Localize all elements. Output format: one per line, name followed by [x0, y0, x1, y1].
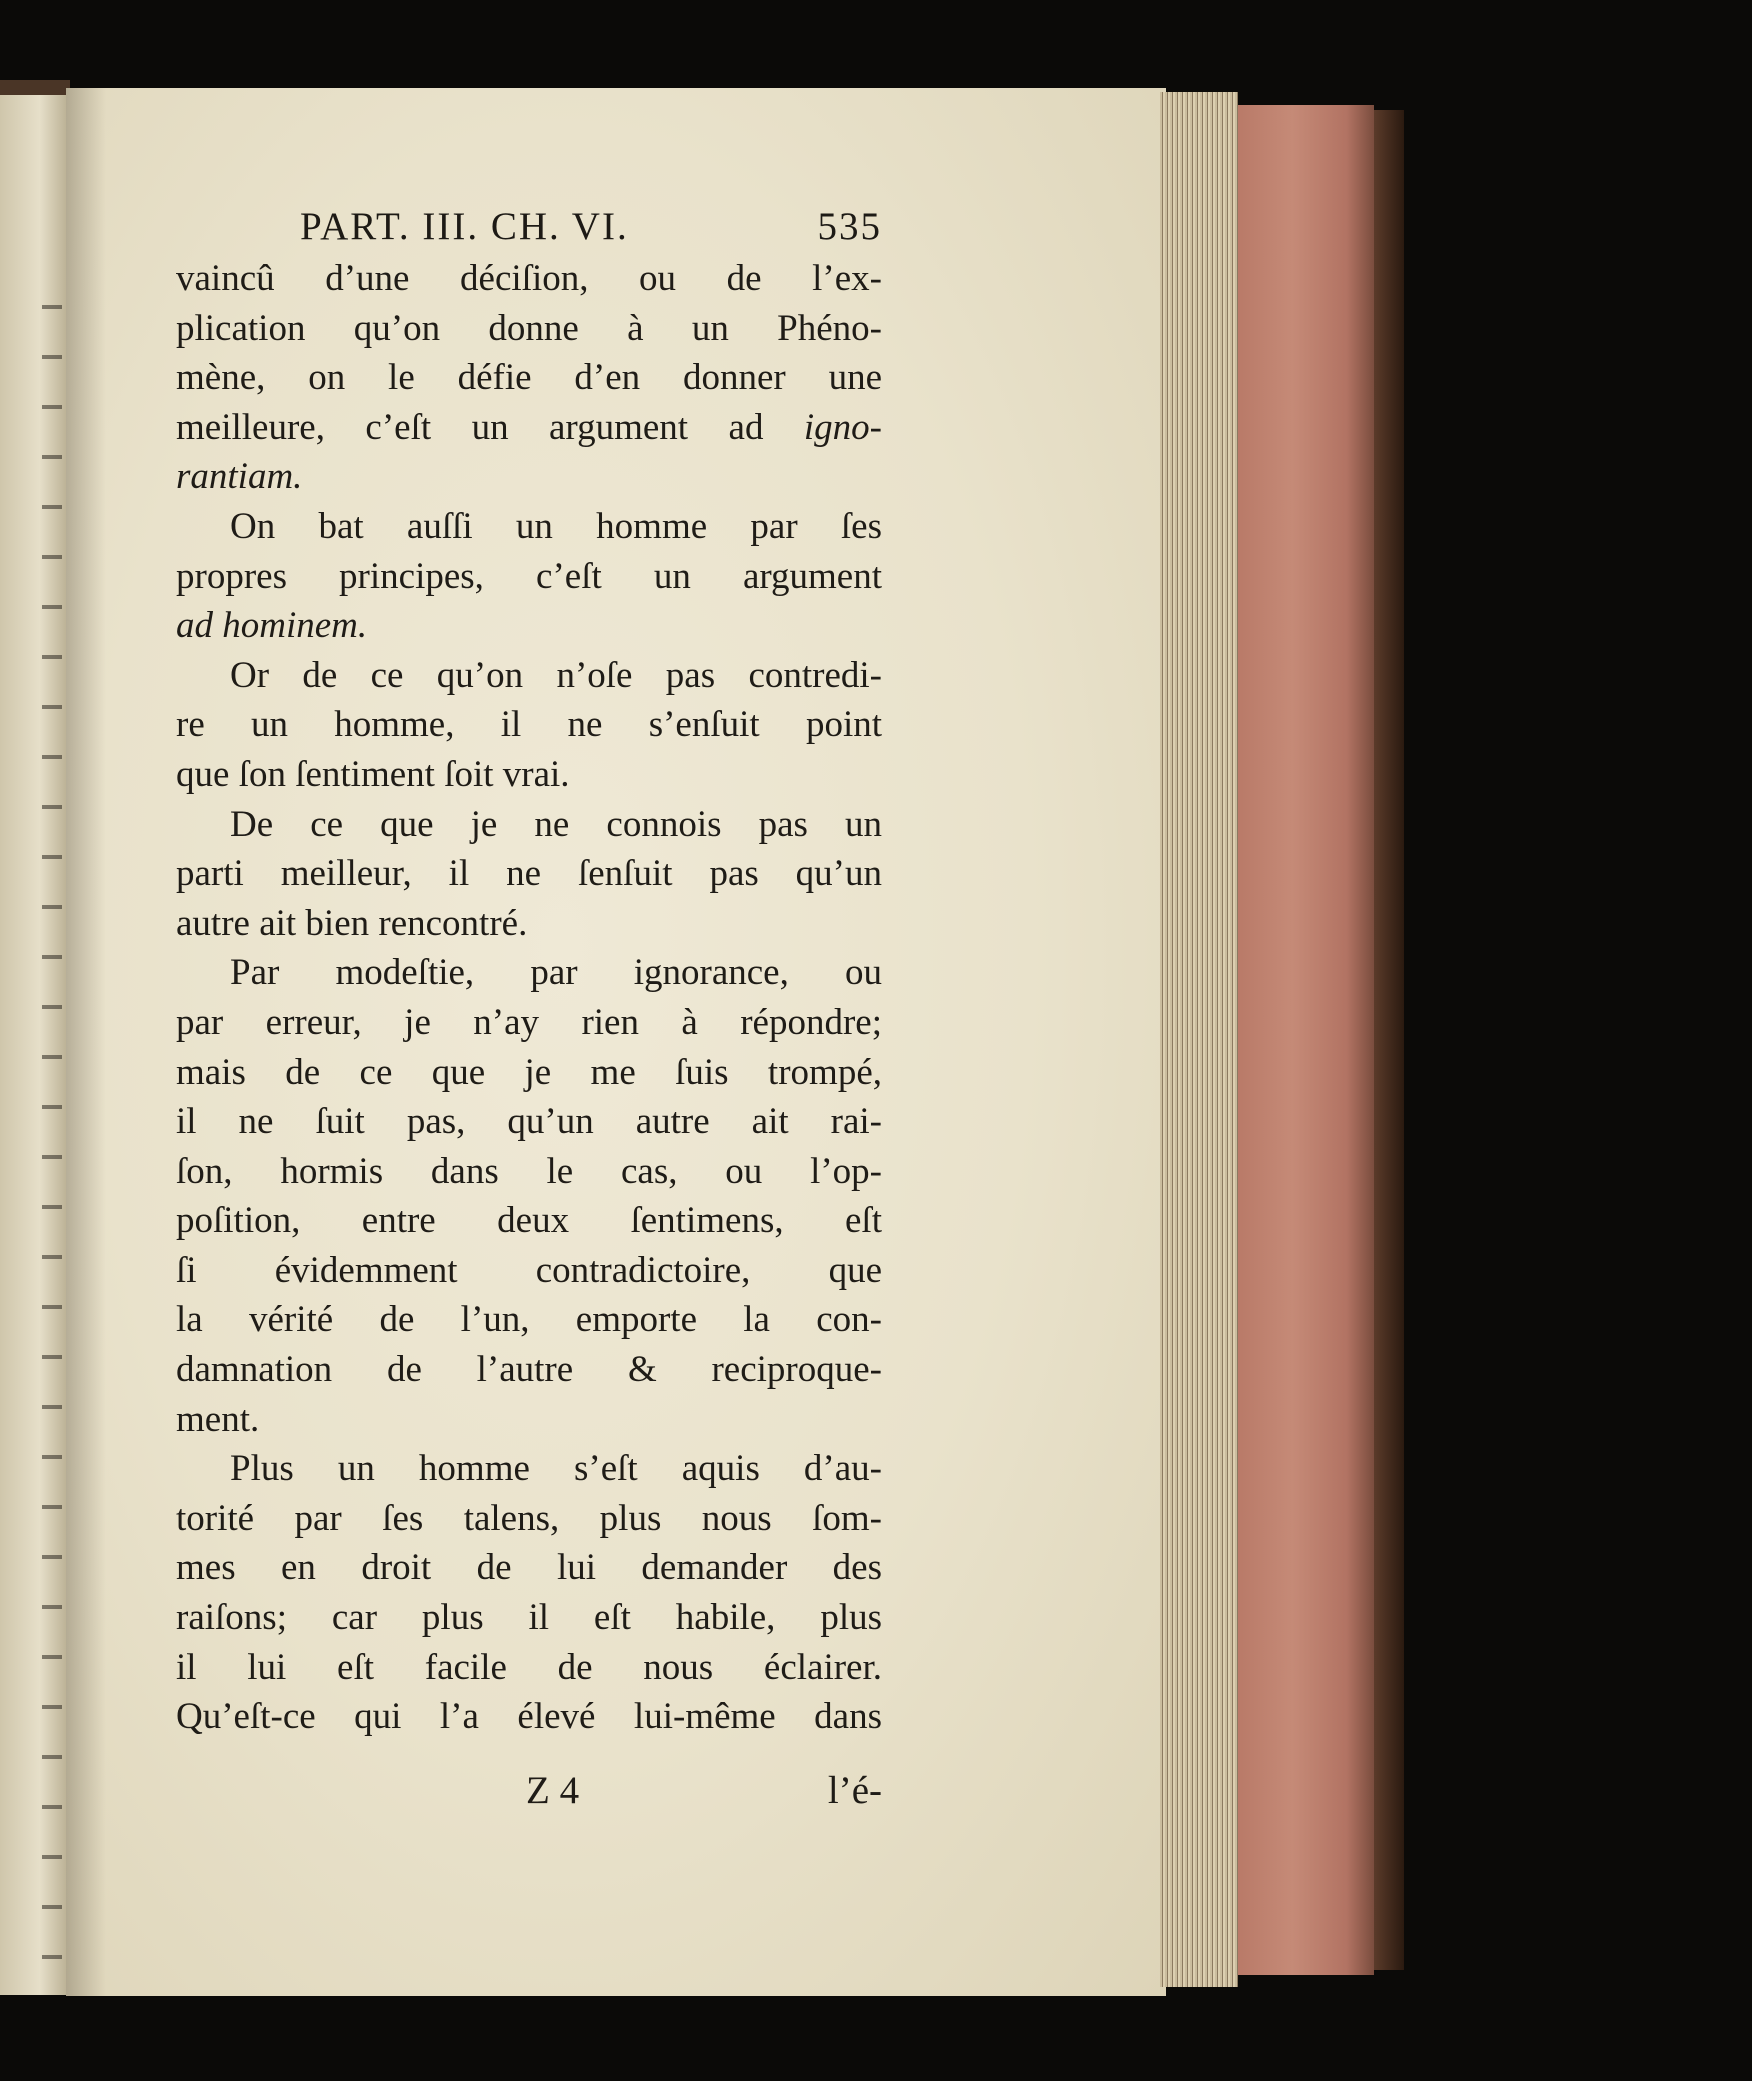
- facing-page-text-fragments: [42, 265, 62, 1965]
- facing-page-edge: [0, 95, 66, 1995]
- text-line: [176, 1692, 882, 1742]
- text-line-content: Plus un homme s’eſt aquis d’au-: [230, 1448, 882, 1490]
- text-line-content: mais de ce que je me ſuis trompé,: [176, 1051, 882, 1093]
- text-line: [176, 1543, 882, 1593]
- text-line-content: De ce que je ne connois pas un: [230, 803, 882, 845]
- text-line-content: propres principes, c’eſt un argument: [176, 555, 882, 597]
- text-line: [176, 502, 882, 552]
- text-line: [176, 601, 882, 651]
- text-line-content: par erreur, je n’ay rien à répondre;: [176, 1001, 882, 1043]
- text-line-content: Par modeſtie, par ignorance, ou: [230, 952, 882, 994]
- text-line-content: poſition, entre deux ſentimens, eſt: [176, 1200, 882, 1242]
- text-line: [176, 304, 882, 354]
- signature-mark: Z 4: [526, 1769, 580, 1812]
- text-line-content: Qu’eſt-ce qui l’a élevé lui-même dans: [176, 1696, 882, 1738]
- text-line: [176, 899, 882, 949]
- text-line: [176, 651, 882, 701]
- text-line: [176, 1643, 882, 1693]
- text-line: [176, 1494, 882, 1544]
- running-header: [300, 204, 882, 249]
- text-line-content: raiſons; car plus il eſt habile, plus: [176, 1597, 882, 1639]
- page-block-edges: [1160, 92, 1238, 1987]
- text-line-content: mène, on le défie d’en donner une: [176, 357, 882, 399]
- text-line-content: ment.: [176, 1398, 260, 1440]
- catchword: l’é-: [827, 1769, 882, 1812]
- text-line-content: vaincû d’une déciſion, ou de l’ex-: [176, 258, 882, 299]
- text-line-content: rantiam.: [176, 456, 303, 498]
- text-line: [176, 750, 882, 800]
- text-line-content: re un homme, il ne s’enſuit point: [176, 704, 882, 746]
- text-line: [176, 254, 882, 304]
- text-line: [176, 1097, 882, 1147]
- running-title: PART. III. CH. VI.: [300, 205, 629, 248]
- text-line-content: torité par ſes talens, plus nous ſom-: [176, 1497, 882, 1539]
- text-line-content: mes en droit de lui demander des: [176, 1547, 882, 1589]
- text-line-content: Or de ce qu’on n’oſe pas contredi-: [230, 654, 882, 696]
- text-line: [176, 948, 882, 998]
- text-line: [176, 1295, 882, 1345]
- text-line-content: On bat auſſi un homme par ſes: [230, 505, 882, 547]
- text-line-content: meilleure, c’eſt un argument ad igno-: [176, 406, 882, 448]
- text-line-content: il ne ſuit pas, qu’un autre ait rai-: [176, 1101, 882, 1143]
- text-line: [176, 1048, 882, 1098]
- text-line: [176, 403, 882, 453]
- page-gutter-shadow: [66, 88, 106, 1996]
- page-footer: [176, 1768, 882, 1818]
- text-line: [176, 1593, 882, 1643]
- text-line-content: la vérité de l’un, emporte la con-: [176, 1299, 882, 1341]
- body-text: [176, 254, 882, 1742]
- text-line: [176, 1395, 882, 1445]
- text-line-content: autre ait bien rencontré.: [176, 902, 528, 944]
- page-number: 535: [817, 205, 882, 248]
- text-line: [176, 1147, 882, 1197]
- text-line: [176, 849, 882, 899]
- text-line: [176, 1246, 882, 1296]
- text-line: [176, 800, 882, 850]
- text-line-content: parti meilleur, il ne ſenſuit pas qu’un: [176, 853, 882, 895]
- text-line: [176, 552, 882, 602]
- text-line: [176, 1444, 882, 1494]
- text-line-content: damnation de l’autre & reciproque-: [176, 1349, 882, 1391]
- text-line: [176, 452, 882, 502]
- red-sprinkled-page-edges: [1238, 105, 1374, 1975]
- text-line: [176, 998, 882, 1048]
- text-line-content: ſi évidemment contradictoire, que: [176, 1249, 882, 1291]
- text-line: [176, 1345, 882, 1395]
- text-line: [176, 353, 882, 403]
- text-line-content: ad hominem.: [176, 605, 368, 647]
- text-line-content: ſon, hormis dans le cas, ou l’op-: [176, 1150, 882, 1192]
- text-line: [176, 1196, 882, 1246]
- text-line: [176, 700, 882, 750]
- text-line-content: plication qu’on donne à un Phéno-: [176, 307, 882, 349]
- text-line-content: il lui eſt facile de nous éclairer.: [176, 1646, 882, 1688]
- text-line-content: que ſon ſentiment ſoit vrai.: [176, 753, 570, 795]
- book-cover-edge: [1374, 110, 1404, 1970]
